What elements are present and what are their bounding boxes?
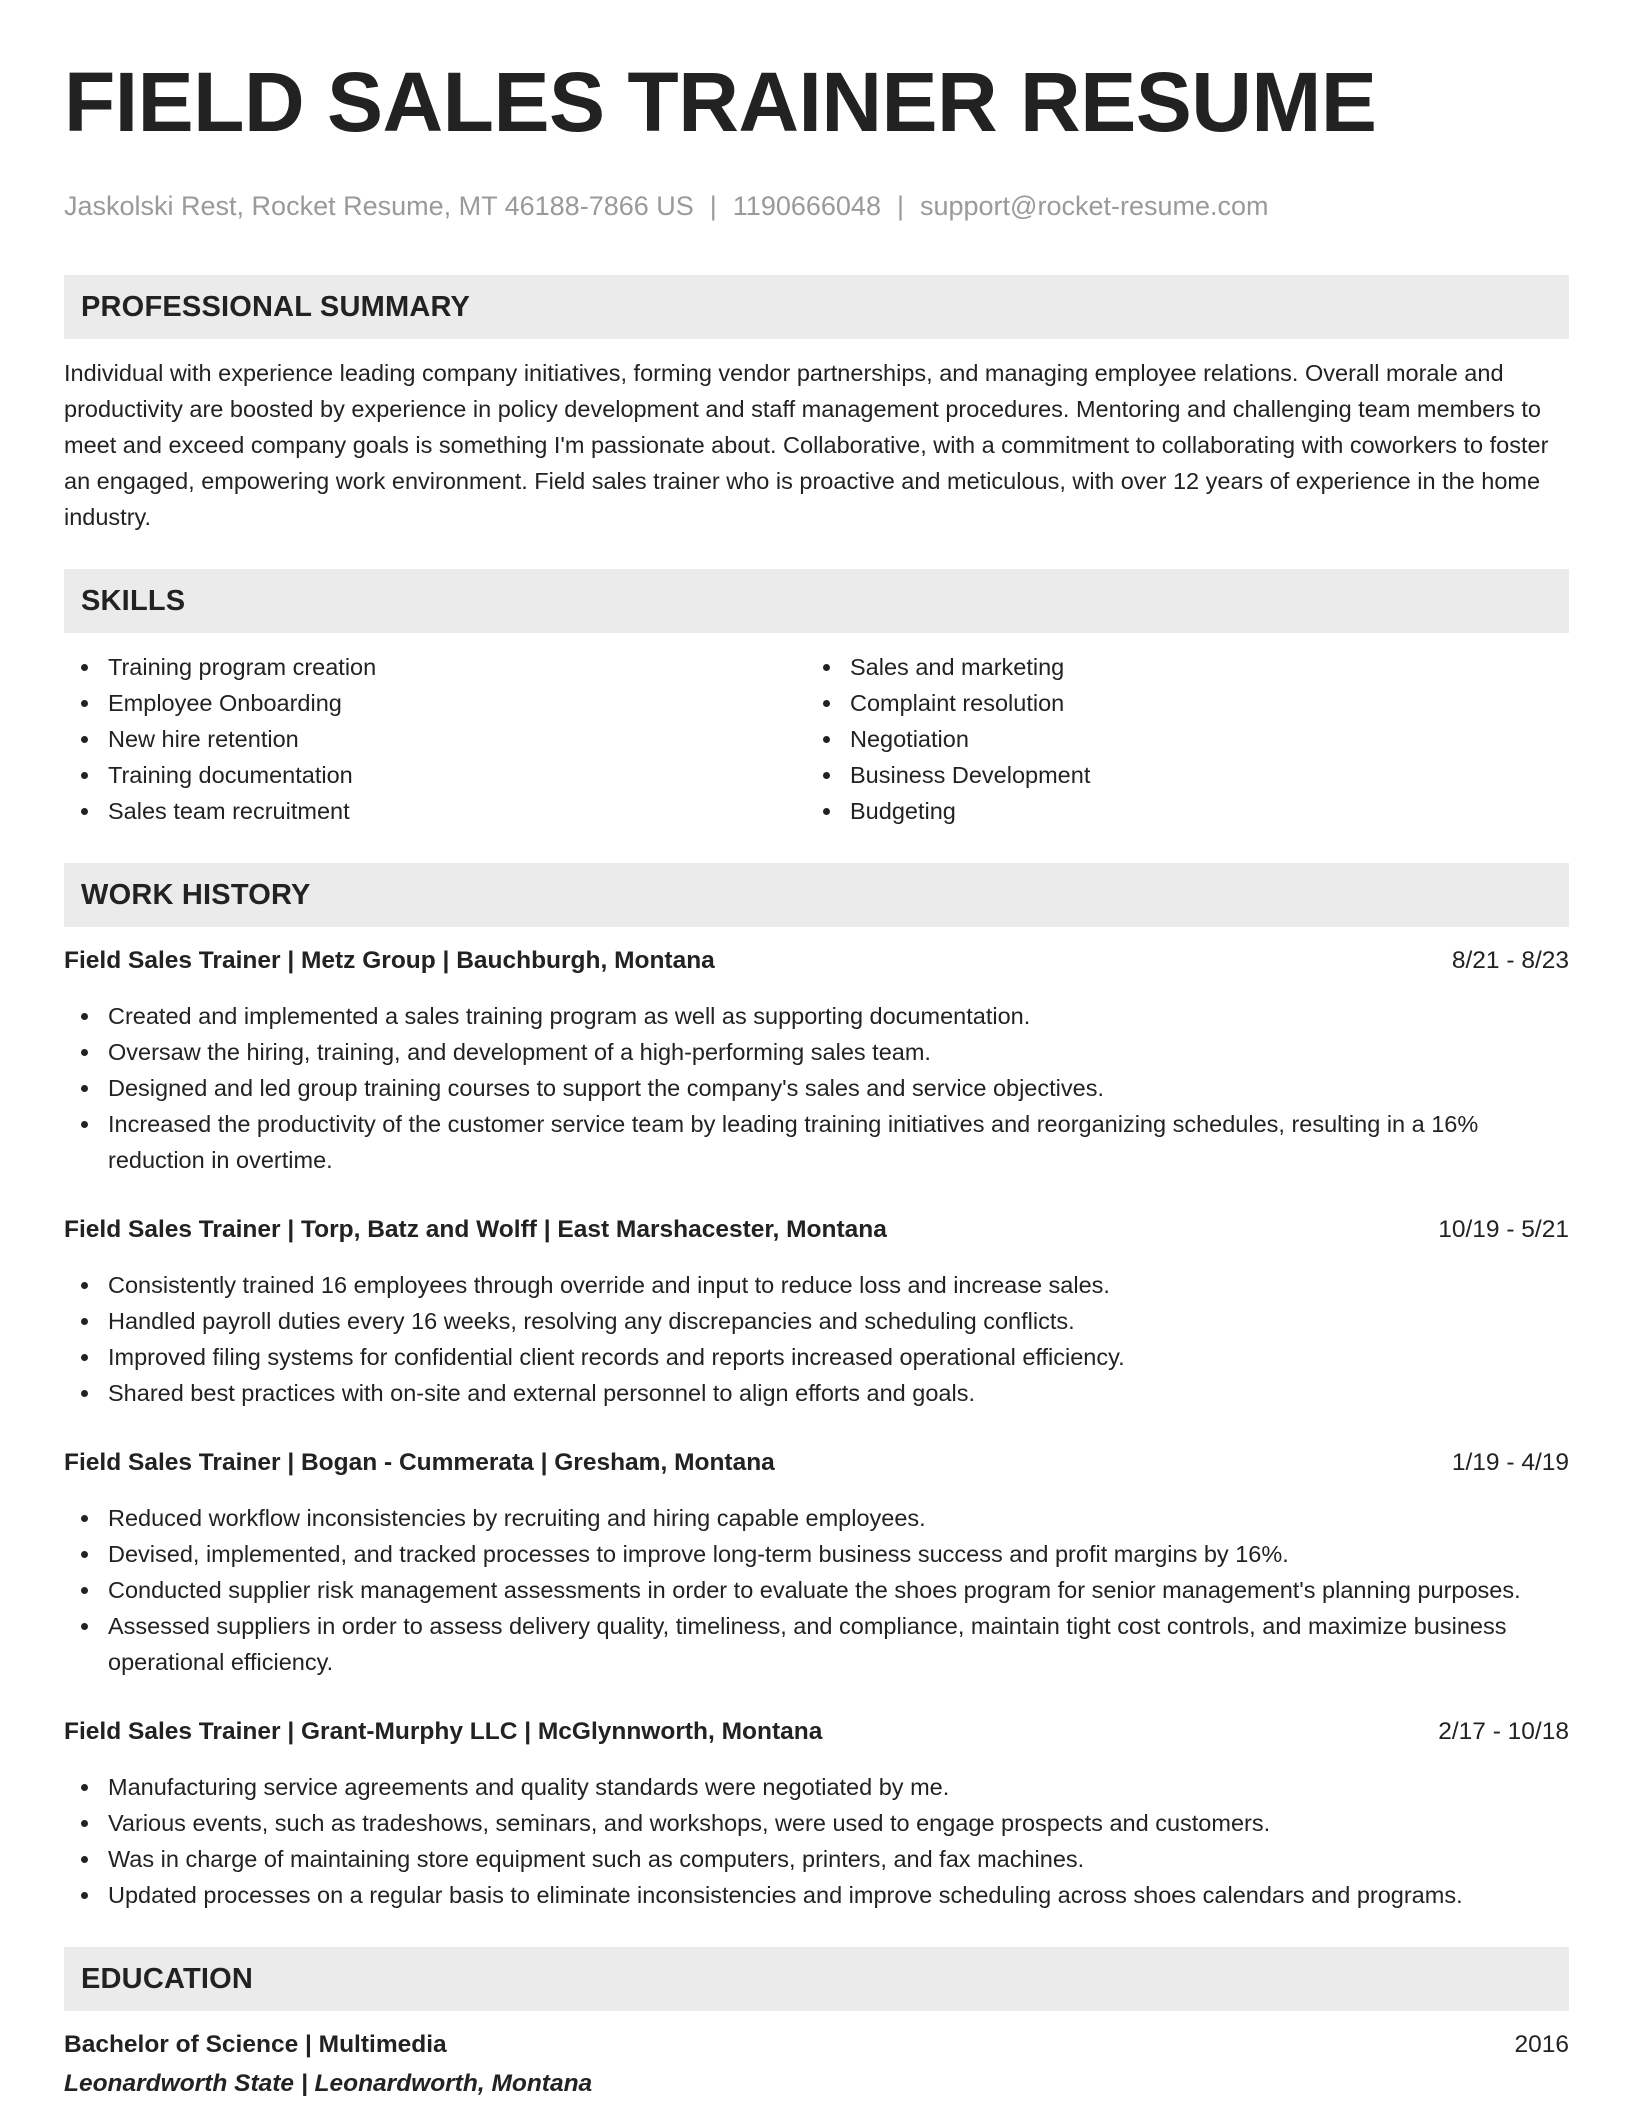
job-dates: 1/19 - 4/19 xyxy=(1451,1449,1569,1476)
skills-column-left xyxy=(64,649,806,829)
job-bullets xyxy=(64,1500,1569,1680)
skills-column-right xyxy=(806,649,1548,829)
education-degree: Bachelor of Science | Multimedia xyxy=(64,2031,447,2058)
job-header xyxy=(64,1445,1569,1481)
job-bullet: Devised, implemented, and tracked processes to improve long-term business success and profit margins by 16%. xyxy=(64,1536,1569,1572)
skill-item: Complaint resolution xyxy=(806,685,1548,721)
job-bullet: Shared best practices with on-site and external personnel to align efforts and goals. xyxy=(64,1375,1569,1411)
skill-item: Employee Onboarding xyxy=(64,685,806,721)
job-title: Field Sales Trainer | Bogan - Cummerata | Gresham, Montana xyxy=(64,1449,775,1476)
contact-separator: | xyxy=(896,191,904,221)
job-entry xyxy=(64,1714,1569,1913)
section-heading-education: EDUCATION xyxy=(64,1947,1569,2011)
job-header xyxy=(64,943,1569,979)
contact-address: Jaskolski Rest, Rocket Resume, MT 46188-7866 US xyxy=(64,191,694,221)
skill-item: Training program creation xyxy=(64,649,806,685)
contact-line xyxy=(64,188,1569,224)
job-title: Field Sales Trainer | Torp, Batz and Wolff | East Marshacester, Montana xyxy=(64,1216,887,1243)
job-entry xyxy=(64,1445,1569,1680)
job-dates: 10/19 - 5/21 xyxy=(1438,1216,1569,1243)
education-header xyxy=(64,2027,1569,2063)
job-bullet: Improved filing systems for confidential client records and reports increased operational efficiency. xyxy=(64,1339,1569,1375)
summary-text: Individual with experience leading company initiatives, forming vendor partnerships, and managing employee relations. Overall morale and productivity are boosted by experience in policy development and staff management procedures. Mentoring and challenging team members to meet and exceed company goals is something I'm passionate about. Collaborative, with a commitment to collaborating with coworkers to foster an engaged, empowering work environment. Field sales trainer who is proactive and meticulous, with over 12 years of experience in the home industry. xyxy=(64,360,1549,530)
job-title: Field Sales Trainer | Grant-Murphy LLC | McGlynnworth, Montana xyxy=(64,1718,823,1745)
resume-title: FIELD SALES TRAINER RESUME xyxy=(64,55,1377,149)
section-heading-work-history: WORK HISTORY xyxy=(64,863,1569,927)
contact-phone: 1190666048 xyxy=(732,191,881,221)
job-entry xyxy=(64,943,1569,1178)
job-dates: 2/17 - 10/18 xyxy=(1438,1718,1569,1745)
job-title: Field Sales Trainer | Metz Group | Bauchburgh, Montana xyxy=(64,947,715,974)
job-bullets xyxy=(64,1769,1569,1913)
skills-list xyxy=(64,649,1569,829)
job-bullet: Assessed suppliers in order to assess delivery quality, timeliness, and compliance, maintain tight cost controls, and maximize business operational efficiency. xyxy=(64,1608,1569,1680)
job-header xyxy=(64,1714,1569,1750)
skill-item: Sales and marketing xyxy=(806,649,1548,685)
job-bullet: Created and implemented a sales training program as well as supporting documentation. xyxy=(64,998,1569,1034)
education-year: 2016 xyxy=(1514,2031,1569,2058)
contact-email: support@rocket-resume.com xyxy=(919,191,1269,221)
job-bullet: Handled payroll duties every 16 weeks, resolving any discrepancies and scheduling conflicts. xyxy=(64,1303,1569,1339)
skill-item: New hire retention xyxy=(64,721,806,757)
skill-item: Negotiation xyxy=(806,721,1548,757)
job-header xyxy=(64,1212,1569,1248)
job-bullets xyxy=(64,998,1569,1178)
job-bullet: Oversaw the hiring, training, and development of a high-performing sales team. xyxy=(64,1034,1569,1070)
job-bullet: Consistently trained 16 employees through override and input to reduce loss and increase sales. xyxy=(64,1267,1569,1303)
section-heading-skills: SKILLS xyxy=(64,569,1569,633)
job-bullet: Reduced workflow inconsistencies by recruiting and hiring capable employees. xyxy=(64,1500,1569,1536)
job-bullet: Was in charge of maintaining store equipment such as computers, printers, and fax machines. xyxy=(64,1841,1569,1877)
job-bullet: Manufacturing service agreements and quality standards were negotiated by me. xyxy=(64,1769,1569,1805)
job-bullet: Designed and led group training courses to support the company's sales and service objectives. xyxy=(64,1070,1569,1106)
job-bullets xyxy=(64,1267,1569,1411)
skill-item: Training documentation xyxy=(64,757,806,793)
job-dates: 8/21 - 8/23 xyxy=(1451,947,1569,974)
education-school: Leonardworth State | Leonardworth, Montana xyxy=(64,2070,593,2097)
skill-item: Sales team recruitment xyxy=(64,793,806,829)
job-bullet: Updated processes on a regular basis to eliminate inconsistencies and improve scheduling across shoes calendars and programs. xyxy=(64,1877,1569,1913)
skill-item: Budgeting xyxy=(806,793,1548,829)
contact-separator: | xyxy=(709,191,717,221)
job-entry xyxy=(64,1212,1569,1411)
job-bullet: Increased the productivity of the customer service team by leading training initiatives and reorganizing schedules, resulting in a 16% reduction in overtime. xyxy=(64,1106,1569,1178)
section-heading-summary: PROFESSIONAL SUMMARY xyxy=(64,275,1569,339)
skill-item: Business Development xyxy=(806,757,1548,793)
job-bullet: Conducted supplier risk management assessments in order to evaluate the shoes program for senior management's planning purposes. xyxy=(64,1572,1569,1608)
job-bullet: Various events, such as tradeshows, seminars, and workshops, were used to engage prospects and customers. xyxy=(64,1805,1569,1841)
